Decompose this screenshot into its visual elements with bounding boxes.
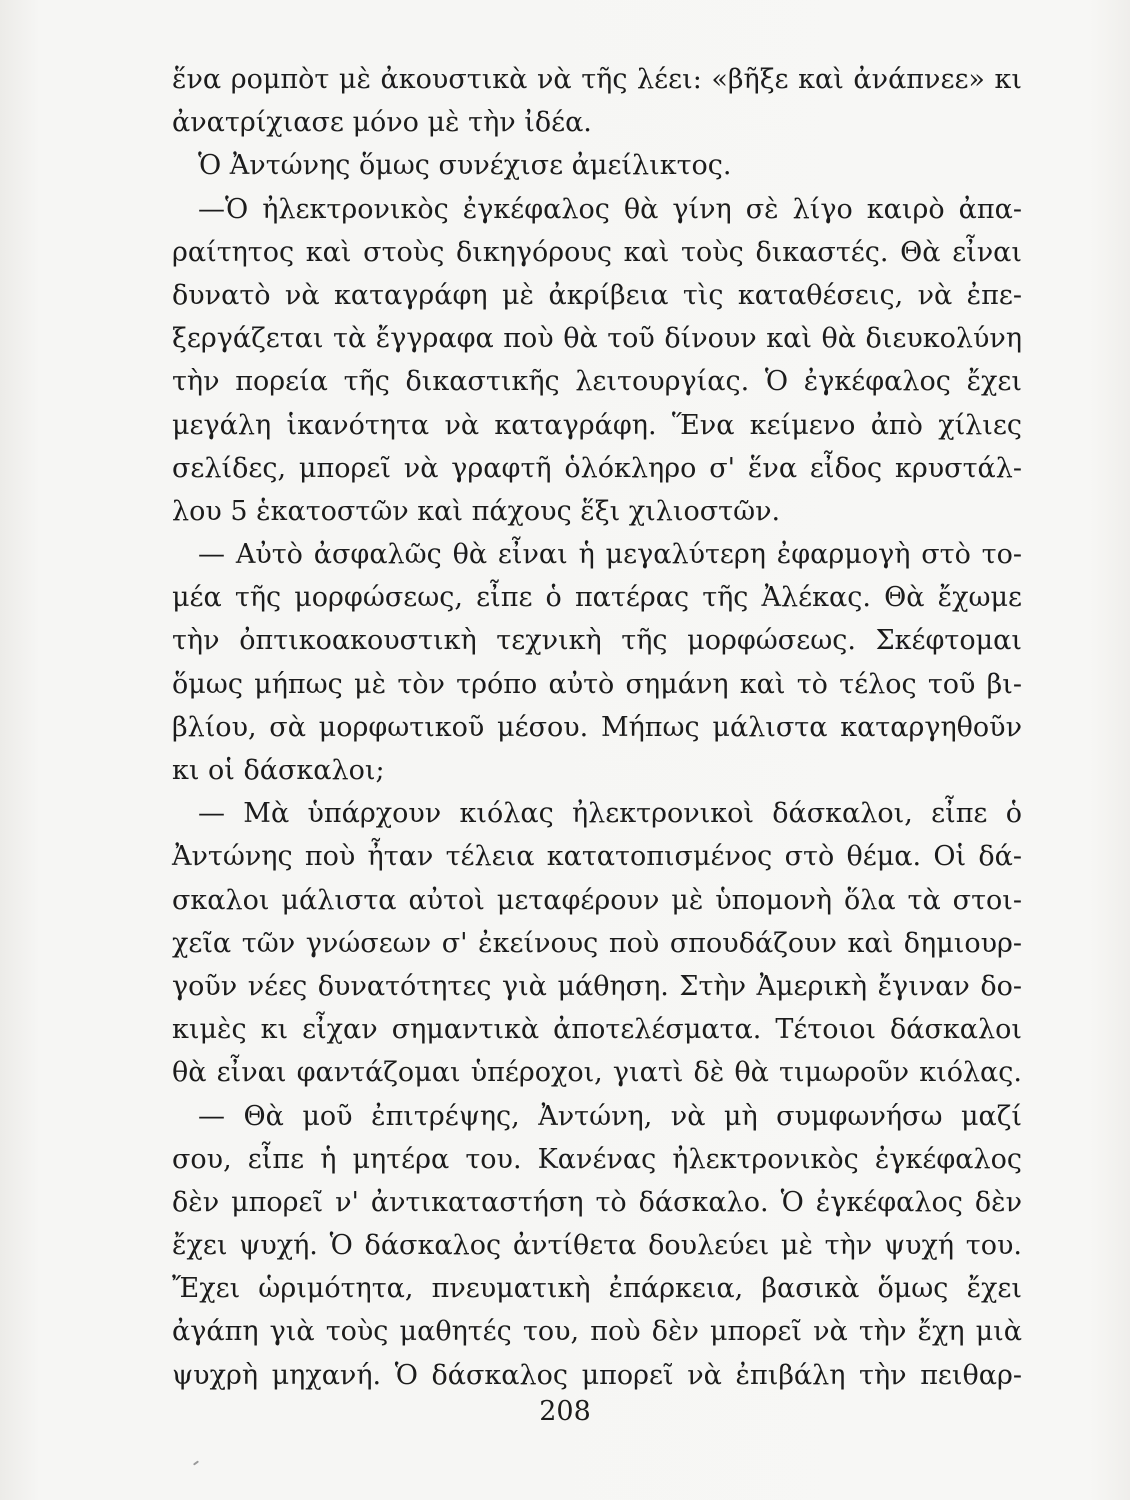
text-line: ὅμως μήπως μὲ τὸν τρόπο αὐτὸ σημάνη καὶ τὸ τέλος τοῦ βι- [172,668,1022,700]
text-line: ξεργάζεται τὰ ἔγγραφα ποὺ θὰ τοῦ δίνουν καὶ θὰ διευκολύνη [172,323,1022,355]
text-line: δὲν μπορεῖ ν' ἀντικαταστήση τὸ δάσκαλο. Ὁ ἐγκέφαλος δὲν [172,1186,1022,1218]
text-line: μεγάλη ἱκανότητα νὰ καταγράφη. Ἕνα κείμενο ἀπὸ χίλιες [172,409,1022,441]
text-line: ραίτητος καὶ στοὺς δικηγόρους καὶ τοὺς δικαστές. Θὰ εἶναι [172,236,1022,268]
text-line: —Ὁ ἠλεκτρονικὸς ἐγκέφαλος θὰ γίνη σὲ λίγο καιρὸ ἀπα- [198,193,1022,225]
text-line: τὴν πορεία τῆς δικαστικῆς λειτουργίας. Ὁ ἐγκέφαλος ἔχει [172,366,1022,398]
text-line: σκαλοι μάλιστα αὐτοὶ μεταφέρουν μὲ ὑπομονὴ ὅλα τὰ στοι- [172,884,1022,916]
text-line: ἀνατρίχιασε μόνο μὲ τὴν ἰδέα. [172,107,592,139]
page-number: 208 [539,1396,591,1427]
text-line: — Μὰ ὑπάρχουν κιόλας ἠλεκτρονικοὶ δάσκαλοι, εἶπε ὁ [198,798,1022,830]
text-line: κιμὲς κι εἶχαν σημαντικὰ ἀποτελέσματα. Τέτοιοι δάσκαλοι [172,1014,1022,1046]
text-line: λου 5 ἑκατοστῶν καὶ πάχους ἕξι χιλιοστῶν. [172,495,781,527]
scan-speck [193,1460,199,1465]
text-line: δυνατὸ νὰ καταγράφη μὲ ἀκρίβεια τὶς καταθέσεις, νὰ ἐπε- [172,279,1022,311]
text-line: σελίδες, μπορεῖ νὰ γραφτῆ ὁλόκληρο σ' ἕνα εἶδος κρυστάλ- [172,452,1022,484]
text-line: θὰ εἶναι φαντάζομαι ὑπέροχοι, γιατὶ δὲ θὰ τιμωροῦν κιόλας. [172,1057,1022,1089]
text-line: ψυχρὴ μηχανή. Ὁ δάσκαλος μπορεῖ νὰ ἐπιβάλη τὴν πειθαρ- [172,1359,1022,1391]
text-line: — Θὰ μοῦ ἐπιτρέψης, Ἀντώνη, νὰ μὴ συμφωνήσω μαζί [198,1100,1022,1132]
text-line: τὴν ὀπτικοακουστικὴ τεχνικὴ τῆς μορφώσεως. Σκέφτομαι [172,625,1022,657]
body-text [172,58,1022,1397]
text-line: σου, εἶπε ἡ μητέρα του. Κανένας ἠλεκτρονικὸς ἐγκέφαλος [172,1143,1022,1175]
text-line: κι οἱ δάσκαλοι; [172,755,385,786]
text-line: — Αὐτὸ ἀσφαλῶς θὰ εἶναι ἡ μεγαλύτερη ἐφαρμογὴ στὸ το- [198,539,1022,571]
text-line: βλίου, σὰ μορφωτικοῦ μέσου. Μήπως μάλιστα καταργηθοῦν [172,711,1022,743]
text-line: μέα τῆς μορφώσεως, εἶπε ὁ πατέρας τῆς Ἀλέκας. Θὰ ἔχωμε [172,582,1022,614]
text-line: ἔχει ψυχή. Ὁ δάσκαλος ἀντίθετα δουλεύει μὲ τὴν ψυχή του. [172,1230,1022,1262]
text-line: χεῖα τῶν γνώσεων σ' ἐκείνους ποὺ σπουδάζουν καὶ δημιουρ- [172,927,1022,959]
text-line: γοῦν νέες δυνατότητες γιὰ μάθηση. Στὴν Ἀμερικὴ ἔγιναν δο- [172,970,1022,1002]
text-line: Ὁ Ἀντώνης ὅμως συνέχισε ἀμείλικτος. [198,150,732,182]
text-line: Ἔχει ὡριμότητα, πνευματικὴ ἐπάρκεια, βασικὰ ὅμως ἔχει [172,1273,1022,1305]
text-line: ἀγάπη γιὰ τοὺς μαθητές του, ποὺ δὲν μπορεῖ νὰ τὴν ἔχη μιὰ [172,1316,1022,1348]
text-line: ἕνα ρομπὸτ μὲ ἀκουστικὰ νὰ τῆς λέει: «βῆξε καὶ ἀνάπνεε» κι [172,64,1022,95]
text-line: Ἀντώνης ποὺ ἦταν τέλεια κατατοπισμένος στὸ θέμα. Οἱ δά- [172,841,1022,873]
